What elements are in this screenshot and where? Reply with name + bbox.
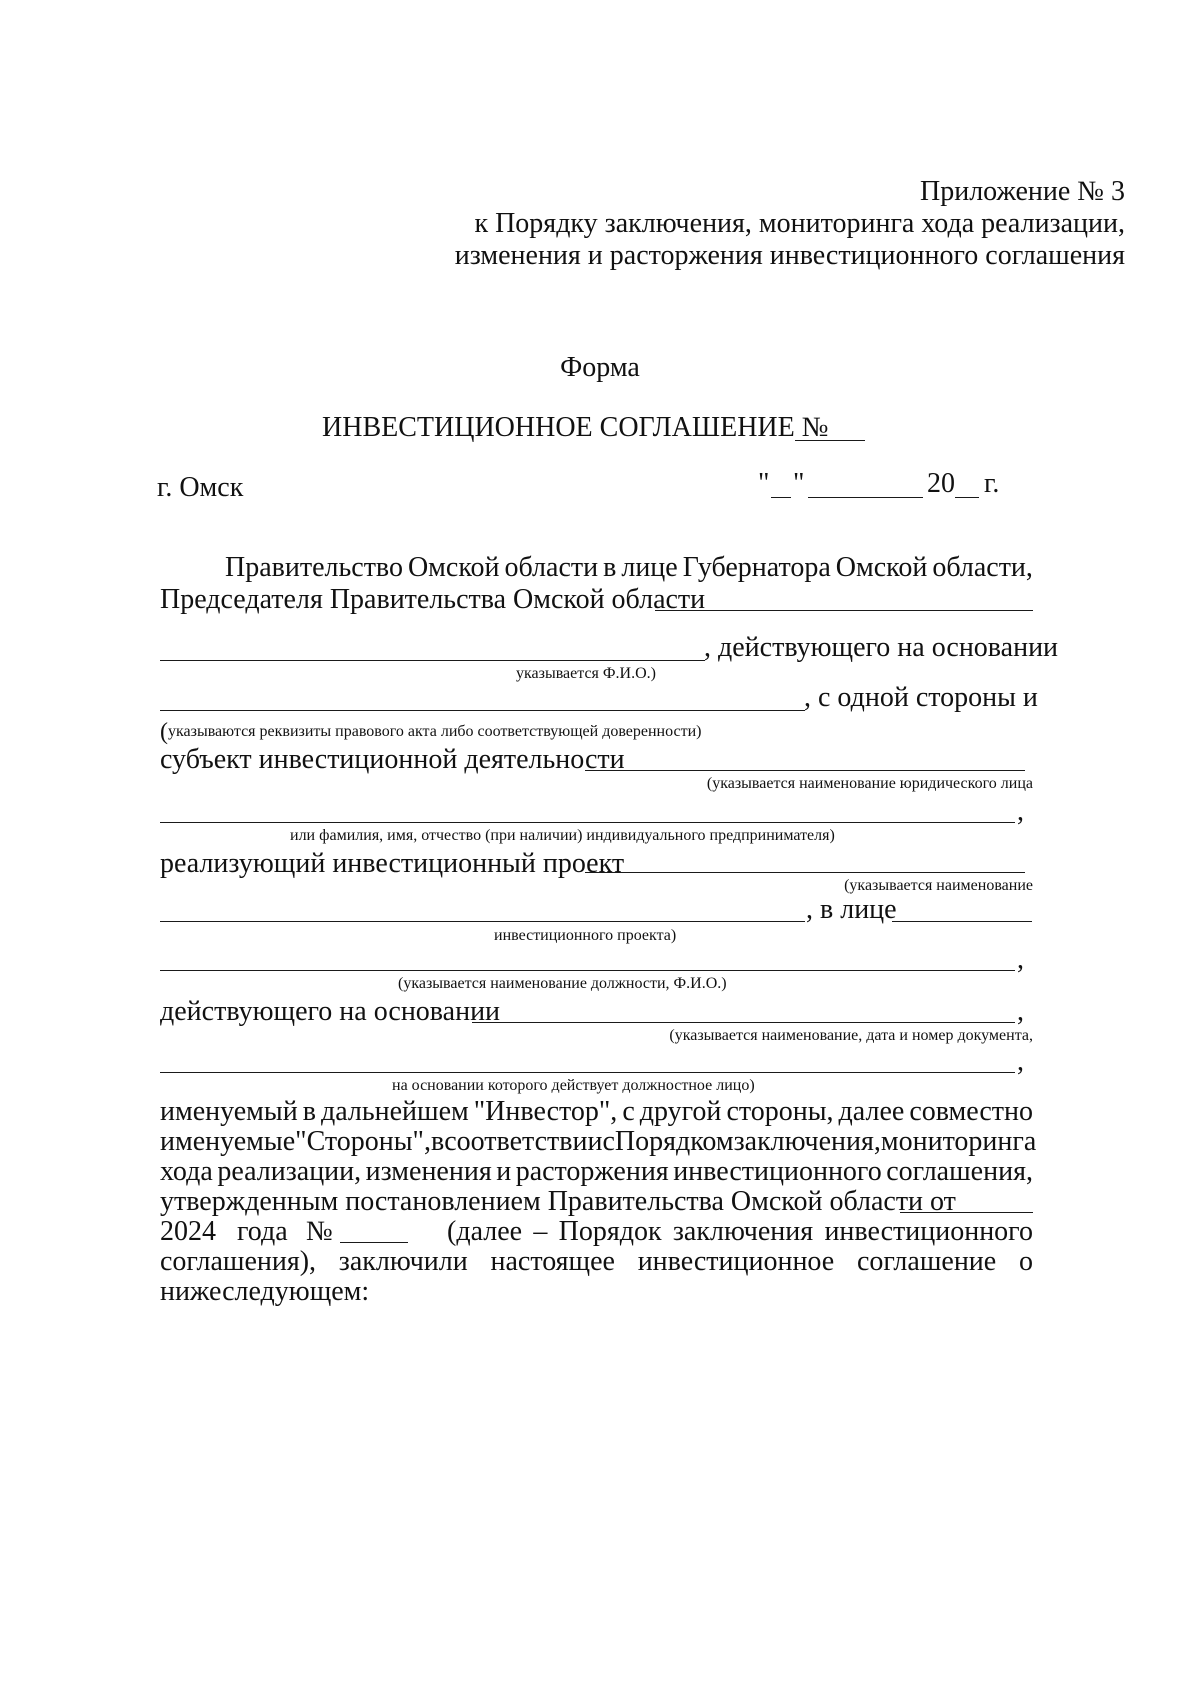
fio-blank[interactable] <box>160 660 705 661</box>
para2-line5-rest <box>447 1216 1033 1248</box>
appendix-reference-line2: изменения и расторжения инвестиционного соглашения <box>454 240 1125 271</box>
city: г. Омск <box>157 472 244 503</box>
para2-line1 <box>160 1096 1033 1128</box>
investor-name-blank[interactable] <box>585 770 1025 771</box>
word: и <box>496 1156 512 1187</box>
word: в <box>430 1126 445 1157</box>
representative-blank[interactable] <box>892 921 1032 922</box>
basis-document-blank-2[interactable] <box>160 1072 1015 1073</box>
word: Порядок <box>558 1216 662 1247</box>
word: с <box>622 1096 635 1127</box>
date-year-blank[interactable] <box>955 497 979 498</box>
para1-line5: субъект инвестиционной деятельности <box>160 744 625 775</box>
date-quote-close: " <box>793 468 805 499</box>
project-name-blank-2[interactable] <box>160 921 805 922</box>
para1-line4-suffix: , с одной стороны и <box>804 682 1038 713</box>
word: "Инвестор", <box>473 1096 618 1127</box>
word: именуемый <box>160 1096 298 1127</box>
caption-position: (указывается наименование должности, Ф.И.О.) <box>398 975 727 992</box>
word: в <box>302 1096 316 1127</box>
word: "Стороны", <box>295 1126 431 1157</box>
project-name-blank[interactable] <box>585 872 1025 873</box>
governor-name-blank[interactable] <box>655 610 1033 611</box>
para1-line8: действующего на основании <box>160 996 501 1027</box>
comma: , <box>1017 944 1024 975</box>
comma: , <box>1017 996 1024 1027</box>
caption-legal-act: указываются реквизиты правового акта либо соответствующей доверенности) <box>168 723 702 740</box>
word: совместно <box>909 1096 1033 1127</box>
para2-line2 <box>160 1126 1037 1158</box>
para2-line4: утвержденным постановлением Правительства Омской области от <box>160 1186 956 1217</box>
word: Омской <box>407 552 500 583</box>
date-month-blank[interactable] <box>808 497 923 498</box>
caption-project: инвестиционного проекта) <box>494 927 677 944</box>
para2-year-word: года <box>237 1216 288 1247</box>
para2-line6 <box>160 1246 1033 1278</box>
word: изменения <box>365 1156 492 1187</box>
word: настоящее <box>490 1246 615 1277</box>
word: – <box>533 1216 548 1247</box>
word: дальнейшем <box>320 1096 469 1127</box>
comma: , <box>1017 1046 1024 1077</box>
para1-line1 <box>225 552 1033 584</box>
word: Правительство <box>225 552 403 583</box>
para1-line6: реализующий инвестиционный проект <box>160 848 625 879</box>
date-year-suffix: г. <box>984 468 1000 499</box>
word: в <box>603 552 617 583</box>
para2-year: 2024 <box>160 1216 216 1247</box>
caption-act-paren: ( <box>160 719 168 745</box>
word: инвестиционного <box>824 1216 1033 1247</box>
word: соответствии <box>444 1126 603 1157</box>
word: расторжения <box>515 1156 669 1187</box>
word: Омской <box>835 552 928 583</box>
word: заключения <box>672 1216 814 1247</box>
caption-fio: указывается Ф.И.О.) <box>516 665 656 682</box>
word: области <box>504 552 599 583</box>
word: именуемые <box>160 1126 296 1157</box>
word: хода <box>160 1156 213 1187</box>
para1-line2: Председателя Правительства Омской области <box>160 584 706 615</box>
word: инвестиционного <box>673 1156 882 1187</box>
word: лице <box>621 552 678 583</box>
word: заключения, <box>733 1126 881 1157</box>
basis-document-blank[interactable] <box>472 1022 1015 1023</box>
appendix-number: Приложение № 3 <box>920 176 1125 207</box>
word: о <box>1018 1246 1033 1277</box>
para1-line3-suffix: , действующего на основании <box>704 632 1059 663</box>
agreement-number-blank[interactable] <box>795 440 865 441</box>
resolution-date-blank[interactable] <box>900 1212 1033 1213</box>
word: заключили <box>338 1246 468 1277</box>
date-quote-open: " <box>758 468 770 499</box>
word: Губернатора <box>682 552 831 583</box>
word: далее <box>838 1096 905 1127</box>
word: с <box>602 1126 615 1157</box>
word: другой <box>639 1096 722 1127</box>
appendix-reference-line1: к Порядку заключения, мониторинга хода реализации, <box>474 208 1125 239</box>
word: мониторинга <box>880 1126 1037 1157</box>
para2-line3 <box>160 1156 1033 1188</box>
caption-document-2: на основании которого действует должностное лицо) <box>392 1077 755 1094</box>
date-day-blank[interactable] <box>771 497 791 498</box>
word: области, <box>932 552 1033 583</box>
resolution-number-blank[interactable] <box>340 1242 408 1243</box>
word: стороны, <box>726 1096 834 1127</box>
para1-line7-suffix: , в лице <box>806 894 897 925</box>
caption-project-name: (указывается наименование <box>844 877 1033 894</box>
date-year-prefix: 20 <box>927 468 955 499</box>
investor-name-blank-2[interactable] <box>160 822 1015 823</box>
para2-number-sign: № <box>306 1216 333 1247</box>
comma: , <box>1017 796 1024 827</box>
caption-document: (указывается наименование, дата и номер документа, <box>669 1027 1033 1044</box>
position-fio-blank[interactable] <box>160 970 1015 971</box>
word: соглашение <box>856 1246 997 1277</box>
word: соглашения, <box>886 1156 1033 1187</box>
document-title: ИНВЕСТИЦИОННОЕ СОГЛАШЕНИЕ № <box>322 412 829 443</box>
para2-line7: нижеследующем: <box>160 1276 370 1307</box>
form-label: Форма <box>560 352 640 383</box>
word: (далее <box>447 1216 523 1247</box>
word: Порядком <box>614 1126 734 1157</box>
caption-legal-entity: (указывается наименование юридического лица <box>706 775 1033 792</box>
word: соглашения), <box>160 1246 317 1277</box>
word: инвестиционное <box>637 1246 835 1277</box>
word: реализации, <box>217 1156 362 1187</box>
legal-act-blank[interactable] <box>160 710 805 711</box>
caption-entrepreneur: или фамилия, имя, отчество (при наличии) индивидуального предпринимателя) <box>290 827 835 844</box>
